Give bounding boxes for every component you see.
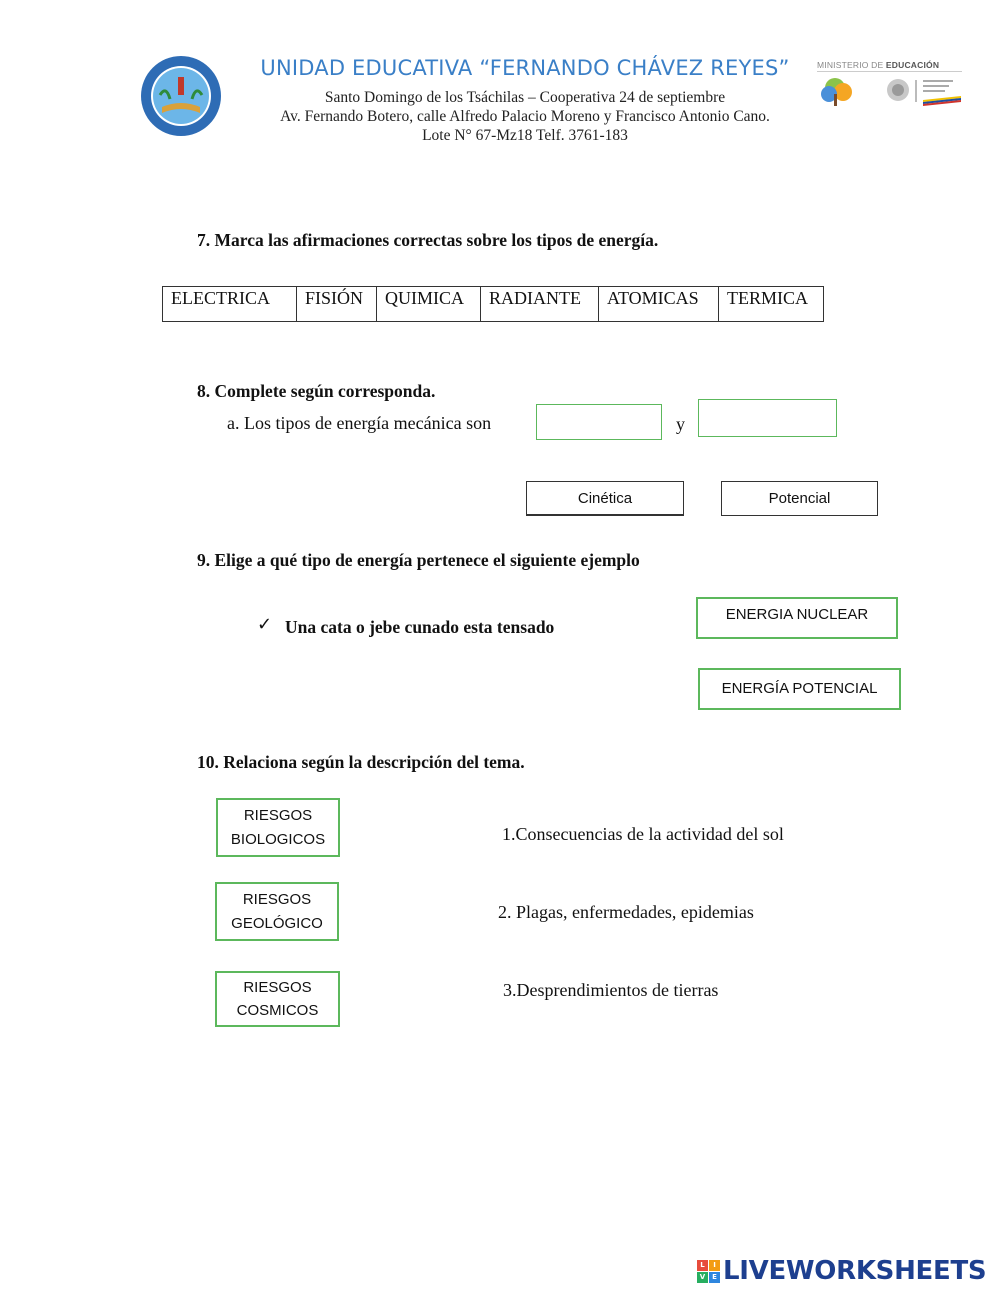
description-2: 2. Plagas, enfermedades, epidemias — [498, 902, 754, 922]
energy-types-table — [162, 286, 824, 322]
description-1: 1.Consecuencias de la actividad del sol — [502, 824, 784, 844]
risk-biologicos-box[interactable]: RIESGOS BIOLOGICOS — [216, 798, 340, 857]
question-10-title: 10. Relaciona según la descripción del tema. — [197, 752, 525, 772]
description-3: 3.Desprendimientos de tierras — [503, 980, 719, 1000]
question-7-title: 7. Marca las afirmaciones correctas sobre los tipos de energía. — [197, 230, 659, 250]
energy-option-electrica[interactable]: ELECTRICA — [163, 287, 297, 322]
option-energia-potencial[interactable]: ENERGÍA POTENCIAL — [698, 668, 901, 710]
address-line-1: Santo Domingo de los Tsáchilas – Cooperativa 24 de septiembre — [324, 89, 726, 106]
answer-drop-box-1[interactable] — [536, 404, 662, 440]
question-9-title: 9. Elige a qué tipo de energía pertenece el siguiente ejemplo — [197, 550, 640, 570]
risk-cosmicos-box[interactable]: RIESGOS COSMICOS — [215, 971, 340, 1027]
energy-option-termica[interactable]: TERMICA — [719, 287, 824, 322]
liveworksheets-logo-icon: L I V E — [697, 1260, 720, 1283]
energy-option-atomicas[interactable]: ATOMICAS — [599, 287, 719, 322]
address-line-3: Lote N° 67-Mz18 Telf. 3761-183 — [422, 127, 628, 144]
example-text: Una cata o jebe cunado esta tensado — [285, 617, 555, 637]
liveworksheets-wordmark: LIVEWORKSHEETS — [723, 1256, 987, 1286]
option-potencial[interactable]: Potencial — [721, 481, 878, 516]
address-line-2: Av. Fernando Botero, calle Alfredo Palacio Moreno y Francisco Antonio Cano. — [280, 108, 770, 125]
option-energia-nuclear[interactable]: ENERGIA NUCLEAR — [696, 597, 898, 639]
ministry-logo — [815, 74, 965, 108]
checkmark-icon: ✓ — [257, 614, 273, 635]
ministry-title: MINISTERIO DE EDUCACIÓN — [817, 60, 962, 72]
option-cinetica[interactable]: Cinética — [526, 481, 684, 516]
question-8a-text: a. Los tipos de energía mecánica son — [227, 413, 492, 433]
answer-drop-box-2[interactable] — [698, 399, 837, 437]
energy-option-radiante[interactable]: RADIANTE — [481, 287, 599, 322]
energy-option-fision[interactable]: FISIÓN — [297, 287, 377, 322]
connector-y: y — [676, 414, 685, 434]
liveworksheets-brand — [697, 1255, 986, 1287]
risk-geologico-box[interactable]: RIESGOS GEOLÓGICO — [215, 882, 339, 941]
energy-option-quimica[interactable]: QUIMICA — [377, 287, 481, 322]
question-8-title: 8. Complete según corresponda. — [197, 381, 436, 401]
school-name: UNIDAD EDUCATIVA “FERNANDO CHÁVEZ REYES” — [260, 56, 790, 80]
